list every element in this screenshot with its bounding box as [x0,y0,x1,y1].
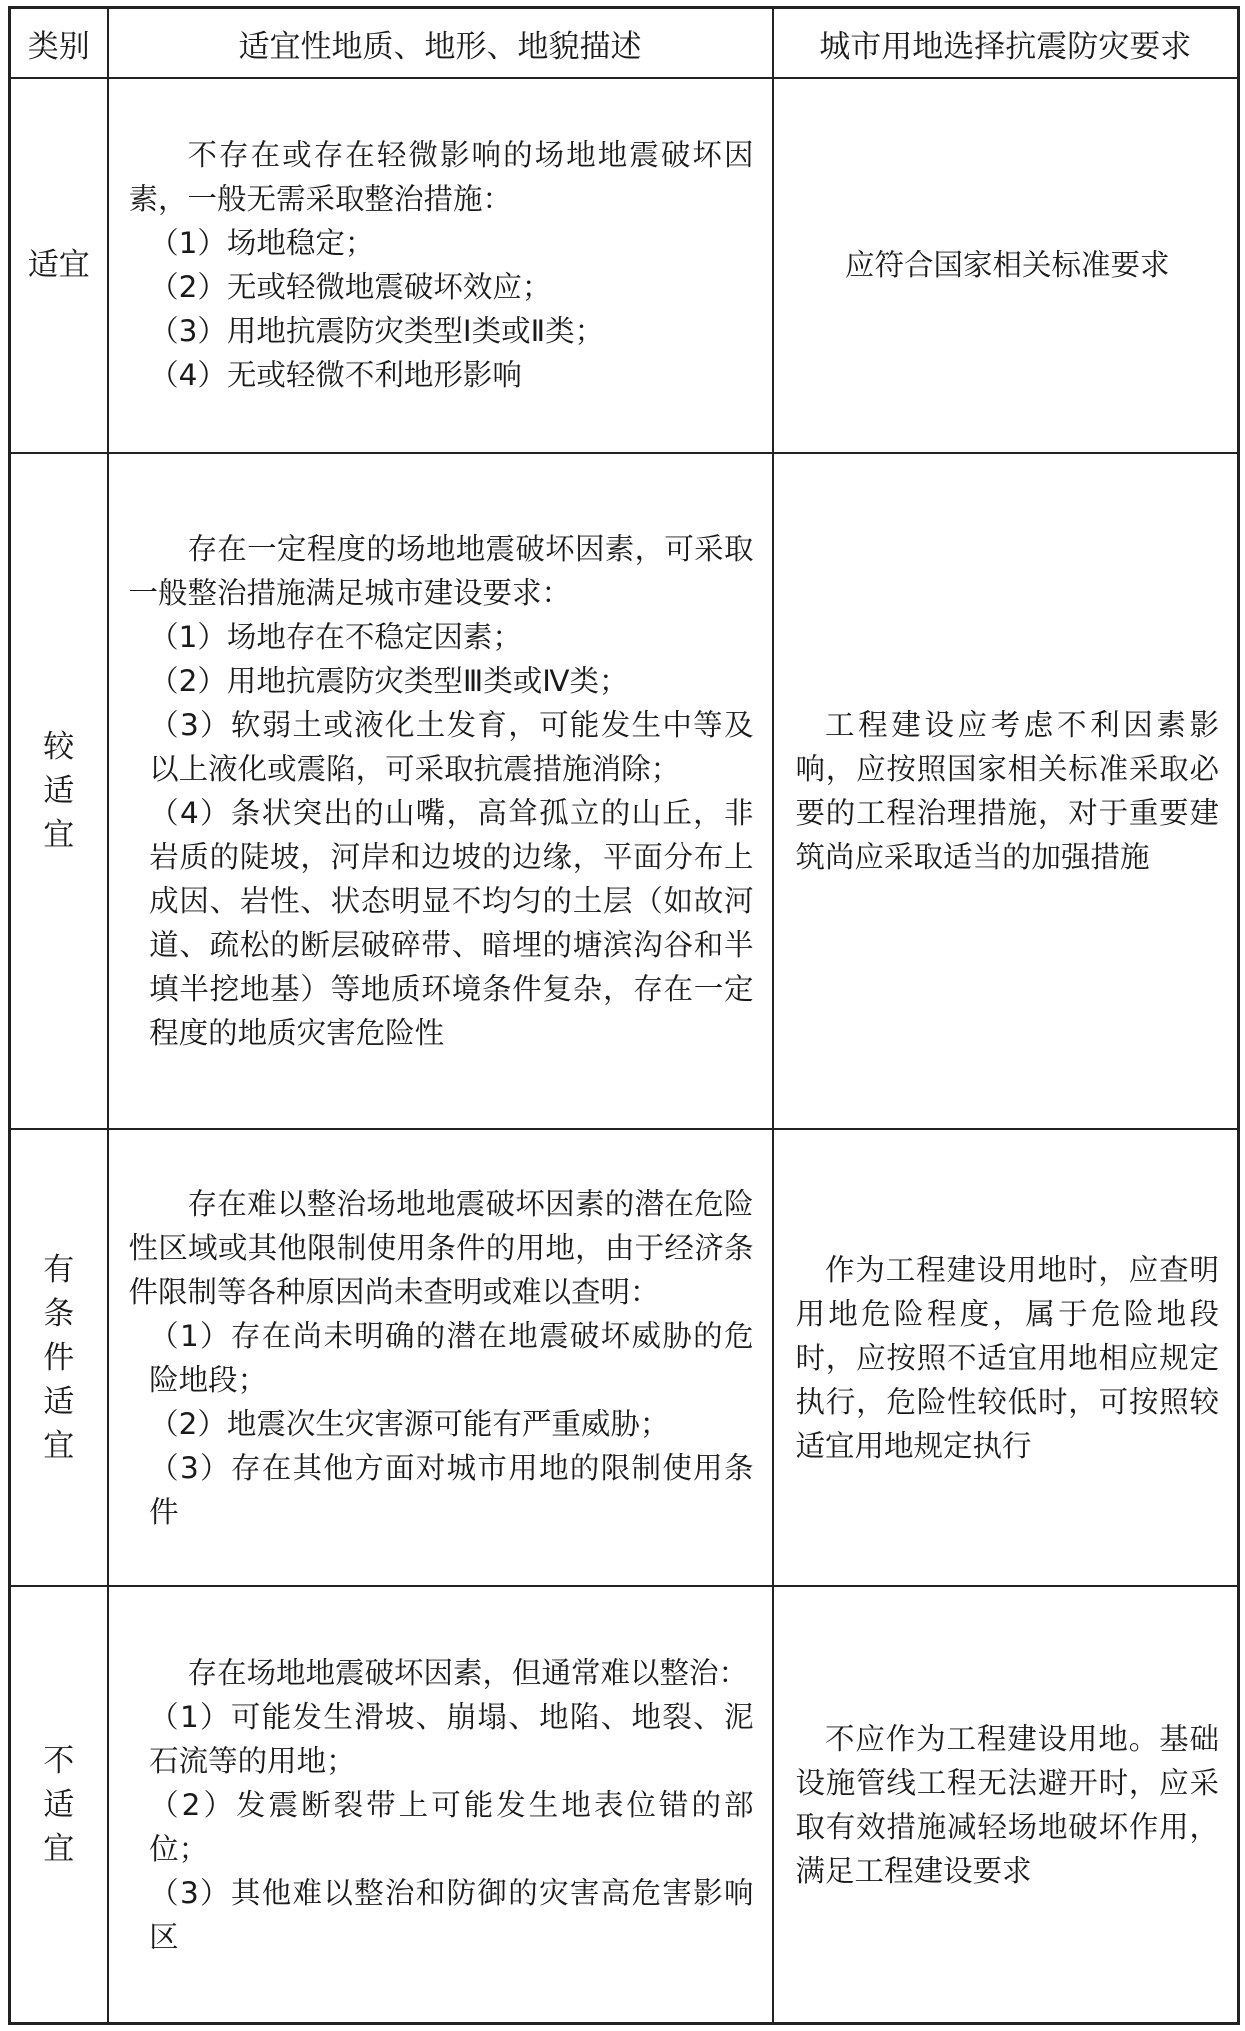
header-description: 适宜性地质、地形、地貌描述 [108,8,773,79]
description-cell [108,78,773,453]
description-item: （1）场地存在不稳定因素； [149,620,522,654]
description-item: （1）场地稳定； [149,226,375,261]
description-item: （2）无或轻微地震破坏效应； [149,270,552,305]
requirement-text: 应符合国家相关标准要求 [844,248,1170,283]
requirement-text: 工程建设应考虑不利因素影响，应按照国家相关标准采取必要的工程治理措施，对于重要建筑尚应采取适当的加强措施 [795,708,1219,874]
requirement-cell [773,1586,1239,2023]
category-cell [10,453,108,1130]
description-cell [108,453,773,1130]
description-item: （2）用地抗震防灾类型Ⅲ类或Ⅳ类； [149,664,629,698]
header-category: 类别 [10,8,108,79]
table-row [10,453,1239,1130]
table-row [10,1129,1239,1586]
description-lead: 不存在或存在轻微影响的场地地震破坏因素，一般无需采取整治措施： [128,138,754,217]
category-label: 较适宜 [43,729,75,853]
requirement-cell [773,78,1239,453]
description-item: （3）软弱土或液化土发育，可能发生中等及以上液化或震陷，可采取抗震措施消除； [149,708,754,786]
suitability-table [8,6,1240,2025]
requirement-text: 不应作为工程建设用地。基础设施管线工程无法避开时，应采取有效措施减轻场地破坏作用，满足工程建设要求 [795,1721,1219,1888]
description-cell [108,1586,773,2023]
description-lead: 存在一定程度的场地地震破坏因素，可采取一般整治措施满足城市建设要求： [128,532,754,610]
description-lead: 存在难以整治场地地震破坏因素的潜在危险性区域或其他限制使用条件的用地，由于经济条件限制等各种原因尚未查明或难以查明： [128,1186,754,1309]
description-item: （1）存在尚未明确的潜在地震破坏威胁的危险地段； [149,1318,754,1397]
description-item: （2）地震次生灾害源可能有严重威胁； [149,1406,670,1441]
table-row [10,78,1239,453]
category-label: 适宜 [27,247,90,284]
table-row [10,1586,1239,2023]
header-row [10,8,1239,79]
description-item: （2）发震断裂带上可能发生地表位错的部位； [149,1787,754,1866]
requirement-cell [773,1129,1239,1586]
description-cell [108,1129,773,1586]
category-label: 有条件适宜 [43,1251,75,1464]
description-item: （3）存在其他方面对城市用地的限制使用条件 [149,1450,754,1529]
description-item: （3）其他难以整治和防御的灾害高危害影响区 [149,1875,754,1954]
category-cell [10,78,108,453]
description-item: （4）条状突出的山嘴，高耸孤立的山丘，非岩质的陡坡，河岸和边坡的边缘，平面分布上成因、岩性、状态明显不均匀的土层（如故河道、疏松的断层破碎带、暗埋的塘滨沟谷和半填半挖地基）等地质环境条件复杂，存在一定程度的地质灾害危险性 [149,796,754,1050]
description-item: （3）用地抗震防灾类型Ⅰ类或Ⅱ类； [149,314,605,349]
requirement-text: 作为工程建设用地时，应查明用地危险程度，属于危险地段时，应按照不适宜用地相应规定执行，危险性较低时，可按照较适宜用地规定执行 [795,1252,1219,1463]
category-cell [10,1586,108,2023]
header-requirement: 城市用地选择抗震防灾要求 [773,8,1239,79]
description-lead: 存在场地地震破坏因素，但通常难以整治： [187,1655,749,1690]
category-cell [10,1129,108,1586]
requirement-cell [773,453,1239,1130]
description-item: （4）无或轻微不利地形影响 [149,358,522,393]
category-label: 不适宜 [43,1742,75,1867]
description-item: （1）可能发生滑坡、崩塌、地陷、地裂、泥石流等的用地； [149,1699,754,1778]
